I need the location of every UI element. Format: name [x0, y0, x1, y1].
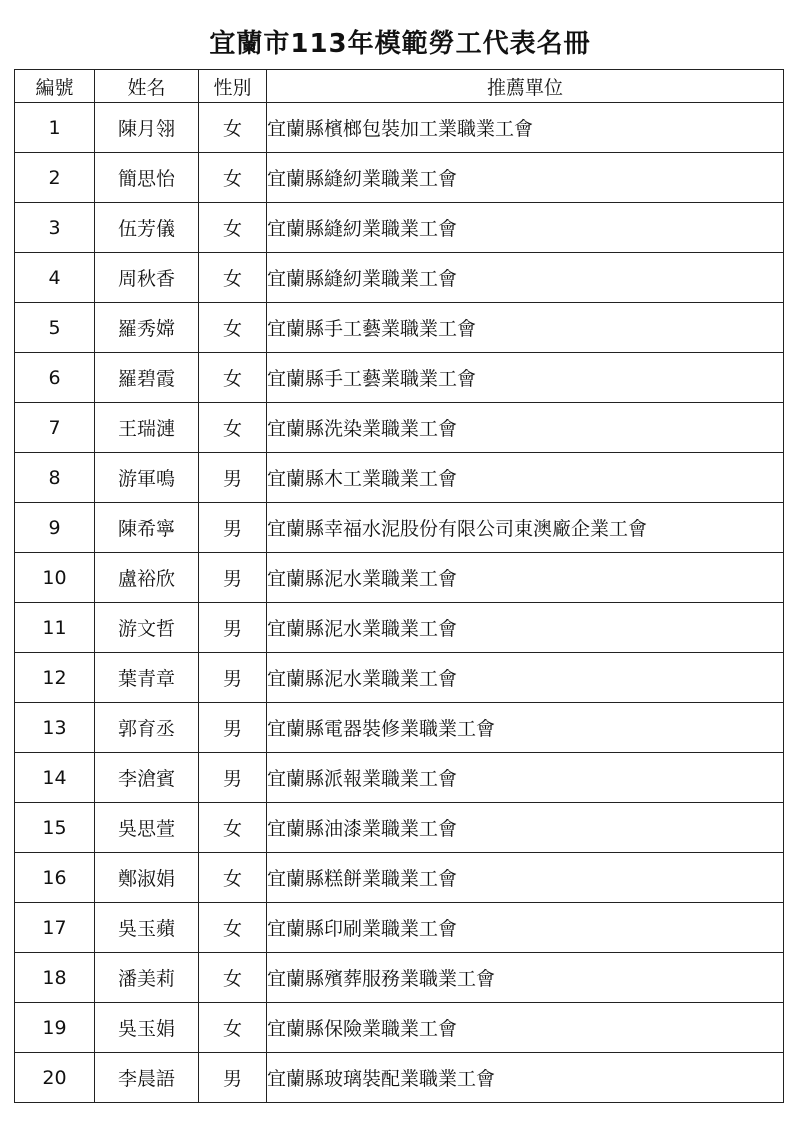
cell-name: 盧裕欣 [95, 553, 199, 603]
table-row [15, 703, 784, 753]
cell-unit: 宜蘭縣縫紉業職業工會 [267, 203, 784, 253]
cell-name: 陳月翎 [95, 103, 199, 153]
table-row [15, 203, 784, 253]
table-row [15, 553, 784, 603]
cell-gender: 男 [199, 603, 267, 653]
cell-name: 游文哲 [95, 603, 199, 653]
cell-number: 8 [15, 453, 95, 503]
cell-name: 王瑞漣 [95, 403, 199, 453]
table-row [15, 903, 784, 953]
table-row [15, 153, 784, 203]
cell-gender: 女 [199, 253, 267, 303]
cell-name: 簡思怡 [95, 153, 199, 203]
table-row [15, 103, 784, 153]
cell-unit: 宜蘭縣電器裝修業職業工會 [267, 703, 784, 753]
table-row [15, 353, 784, 403]
cell-name: 羅碧霞 [95, 353, 199, 403]
table-row [15, 803, 784, 853]
cell-gender: 女 [199, 203, 267, 253]
cell-number: 11 [15, 603, 95, 653]
cell-name: 吳思萱 [95, 803, 199, 853]
cell-number: 6 [15, 353, 95, 403]
table-row [15, 953, 784, 1003]
cell-gender: 女 [199, 353, 267, 403]
cell-number: 18 [15, 953, 95, 1003]
cell-number: 16 [15, 853, 95, 903]
table-row [15, 253, 784, 303]
cell-name: 周秋香 [95, 253, 199, 303]
cell-gender: 女 [199, 103, 267, 153]
table-row [15, 1003, 784, 1053]
cell-unit: 宜蘭縣糕餅業職業工會 [267, 853, 784, 903]
cell-unit: 宜蘭縣印刷業職業工會 [267, 903, 784, 953]
cell-number: 7 [15, 403, 95, 453]
table-row [15, 1053, 784, 1103]
cell-name: 吳玉娟 [95, 1003, 199, 1053]
document-title: 宜蘭市113年模範勞工代表名冊 [209, 29, 591, 59]
cell-number: 9 [15, 503, 95, 553]
cell-gender: 男 [199, 653, 267, 703]
cell-unit: 宜蘭縣洗染業職業工會 [267, 403, 784, 453]
cell-number: 20 [15, 1053, 95, 1103]
cell-gender: 男 [199, 1053, 267, 1103]
cell-unit: 宜蘭縣檳榔包裝加工業職業工會 [267, 103, 784, 153]
cell-gender: 女 [199, 903, 267, 953]
table-row [15, 653, 784, 703]
cell-unit: 宜蘭縣玻璃裝配業職業工會 [267, 1053, 784, 1103]
cell-gender: 男 [199, 553, 267, 603]
cell-number: 1 [15, 103, 95, 153]
table-row [15, 403, 784, 453]
cell-gender: 男 [199, 753, 267, 803]
cell-gender: 女 [199, 153, 267, 203]
table-row [15, 303, 784, 353]
cell-unit: 宜蘭縣手工藝業職業工會 [267, 353, 784, 403]
cell-name: 陳希寧 [95, 503, 199, 553]
cell-number: 2 [15, 153, 95, 203]
cell-unit: 宜蘭縣幸福水泥股份有限公司東澳廠企業工會 [267, 503, 784, 553]
cell-name: 郭育丞 [95, 703, 199, 753]
cell-unit: 宜蘭縣派報業職業工會 [267, 753, 784, 803]
cell-unit: 宜蘭縣泥水業職業工會 [267, 653, 784, 703]
cell-name: 葉青章 [95, 653, 199, 703]
cell-gender: 女 [199, 403, 267, 453]
cell-gender: 女 [199, 953, 267, 1003]
cell-gender: 男 [199, 503, 267, 553]
cell-unit: 宜蘭縣泥水業職業工會 [267, 603, 784, 653]
cell-number: 3 [15, 203, 95, 253]
cell-gender: 女 [199, 803, 267, 853]
cell-number: 15 [15, 803, 95, 853]
cell-name: 游軍鳴 [95, 453, 199, 503]
cell-unit: 宜蘭縣木工業職業工會 [267, 453, 784, 503]
cell-name: 潘美莉 [95, 953, 199, 1003]
cell-number: 4 [15, 253, 95, 303]
header-gender: 性別 [199, 70, 267, 103]
header-number: 編號 [15, 70, 95, 103]
cell-number: 10 [15, 553, 95, 603]
cell-name: 李滄賓 [95, 753, 199, 803]
cell-name: 羅秀嫦 [95, 303, 199, 353]
header-name: 姓名 [95, 70, 199, 103]
roster-table [14, 69, 784, 1103]
cell-unit: 宜蘭縣油漆業職業工會 [267, 803, 784, 853]
table-header-row [15, 70, 784, 103]
cell-number: 13 [15, 703, 95, 753]
cell-number: 12 [15, 653, 95, 703]
cell-number: 19 [15, 1003, 95, 1053]
cell-unit: 宜蘭縣縫紉業職業工會 [267, 153, 784, 203]
table-row [15, 853, 784, 903]
cell-gender: 女 [199, 853, 267, 903]
cell-unit: 宜蘭縣縫紉業職業工會 [267, 253, 784, 303]
table-body [15, 103, 784, 1103]
cell-gender: 男 [199, 703, 267, 753]
table-row [15, 753, 784, 803]
cell-number: 14 [15, 753, 95, 803]
cell-name: 李晨語 [95, 1053, 199, 1103]
cell-number: 17 [15, 903, 95, 953]
cell-unit: 宜蘭縣手工藝業職業工會 [267, 303, 784, 353]
cell-name: 鄭淑娟 [95, 853, 199, 903]
cell-name: 吳玉蘋 [95, 903, 199, 953]
cell-unit: 宜蘭縣保險業職業工會 [267, 1003, 784, 1053]
cell-name: 伍芳儀 [95, 203, 199, 253]
cell-gender: 女 [199, 303, 267, 353]
header-unit: 推薦單位 [267, 70, 784, 103]
cell-number: 5 [15, 303, 95, 353]
table-row [15, 453, 784, 503]
table-row [15, 503, 784, 553]
table-row [15, 603, 784, 653]
cell-unit: 宜蘭縣殯葬服務業職業工會 [267, 953, 784, 1003]
cell-unit: 宜蘭縣泥水業職業工會 [267, 553, 784, 603]
cell-gender: 女 [199, 1003, 267, 1053]
cell-gender: 男 [199, 453, 267, 503]
